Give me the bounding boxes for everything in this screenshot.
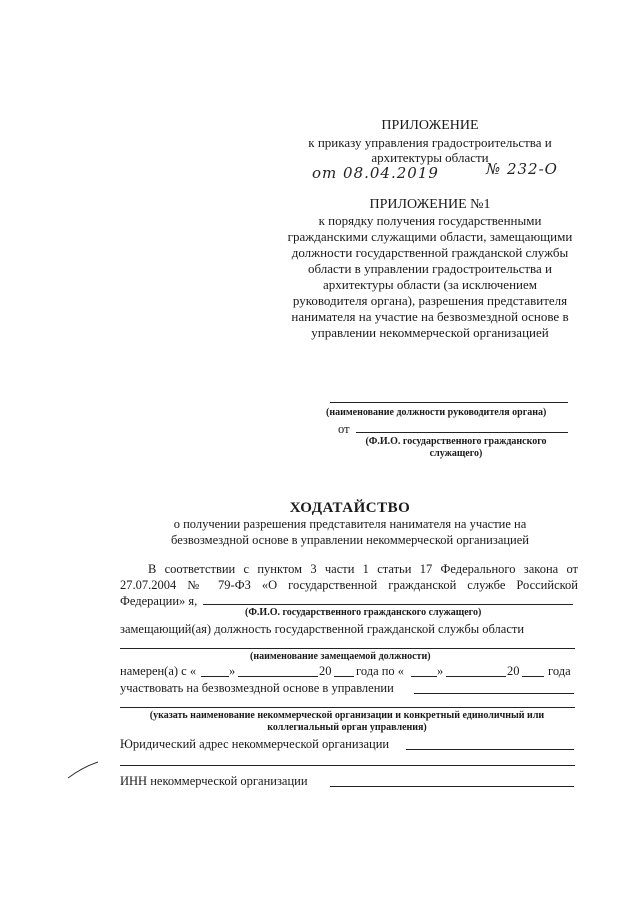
year-till: года по « — [356, 664, 405, 678]
org-caption-line: (указать наименование некоммерческой организации и конкретный единоличный или — [149, 710, 545, 721]
fio-caption — [340, 436, 572, 460]
year-to-blank[interactable] — [522, 676, 544, 677]
petition-subtitle-1: о получении разрешения представителя нанимателя на участие на — [173, 517, 527, 531]
body-fio-caption: (Ф.И.О. государственного гражданского служащего) — [245, 607, 482, 618]
petition-title: ХОДАТАЙСТВО — [289, 500, 411, 516]
appendix1-line: области в управлении градостроительства и — [307, 261, 553, 276]
year-20-a: 20 — [319, 664, 332, 678]
year-20-b: 20 — [507, 664, 520, 678]
org-caption — [112, 710, 582, 734]
from-label: от — [338, 422, 350, 436]
position-caption-body: (наименование замещаемой должности) — [250, 651, 431, 662]
position-blank[interactable] — [330, 402, 568, 403]
org-blank-2[interactable] — [120, 707, 575, 708]
appendix1-line: руководителя органа), разрешения представителя — [292, 293, 568, 308]
year-from-blank[interactable] — [334, 676, 354, 677]
inn-label: ИНН некоммерческой организации — [120, 774, 308, 788]
appendix1-title: ПРИЛОЖЕНИЕ №1 — [369, 197, 491, 212]
appendix1-line: нанимателя на участие на безвозмездной основе в — [291, 309, 569, 324]
fio-input-line[interactable] — [203, 604, 573, 605]
appendix-line-2: архитектуры области — [371, 150, 489, 165]
quote-close-1: » — [229, 664, 236, 678]
appendix1-line: к порядку получения государственными — [318, 213, 542, 228]
petition-subtitle-2: безвозмездной основе в управлении некоммерческой организацией — [171, 533, 529, 547]
pen-stroke-mark — [66, 760, 100, 780]
year-suffix: года — [548, 664, 571, 678]
para-line-2: 27.07.2004 № 79-ФЗ «О государственной гражданской службе Российской — [120, 578, 578, 592]
appendix-title: ПРИЛОЖЕНИЕ — [381, 118, 479, 133]
handwritten-date: от 08.04.2019 — [312, 164, 439, 182]
appendix-line-1: к приказу управления градостроительства и — [308, 135, 552, 150]
month-to-blank[interactable] — [446, 676, 506, 677]
position-line: замещающий(ая) должность государственной гражданской службы области — [120, 622, 525, 636]
inn-blank[interactable] — [330, 786, 574, 787]
fio-blank[interactable] — [356, 432, 568, 433]
fio-caption-line: (Ф.И.О. государственного гражданского — [365, 436, 547, 447]
appendix1-line: гражданскими служащими области, замещающими — [287, 229, 573, 244]
para-line-3: Федерации» я, — [120, 594, 198, 608]
appendix1-line: архитектуры области (за исключением — [323, 277, 537, 292]
month-from-blank[interactable] — [238, 676, 318, 677]
legal-address-blank-2[interactable] — [120, 765, 575, 766]
org-blank-1[interactable] — [414, 693, 574, 694]
org-caption-line: коллегиальный орган управления) — [267, 722, 427, 733]
appendix1-text — [270, 213, 590, 341]
participate-text: участвовать на безвозмездной основе в управлении — [120, 681, 394, 695]
para-line-1: В соответствии с пунктом 3 части 1 статьи 17 Федерального закона от — [148, 562, 578, 576]
intend-prefix: намерен(а) с « — [120, 664, 197, 678]
appendix1-line: управлении некоммерческой организацией — [311, 325, 549, 340]
day-from-blank[interactable] — [201, 676, 229, 677]
legal-address-label: Юридический адрес некоммерческой организации — [120, 737, 390, 751]
position-input-line[interactable] — [120, 648, 575, 649]
day-to-blank[interactable] — [411, 676, 437, 677]
position-caption: (наименование должности руководителя органа) — [326, 407, 547, 418]
handwritten-number: № 232-О — [486, 160, 558, 178]
quote-close-2: » — [437, 664, 444, 678]
appendix1-line: должности государственной гражданской службы — [291, 245, 569, 260]
fio-caption-line: служащего) — [429, 448, 483, 459]
legal-address-blank[interactable] — [406, 749, 574, 750]
